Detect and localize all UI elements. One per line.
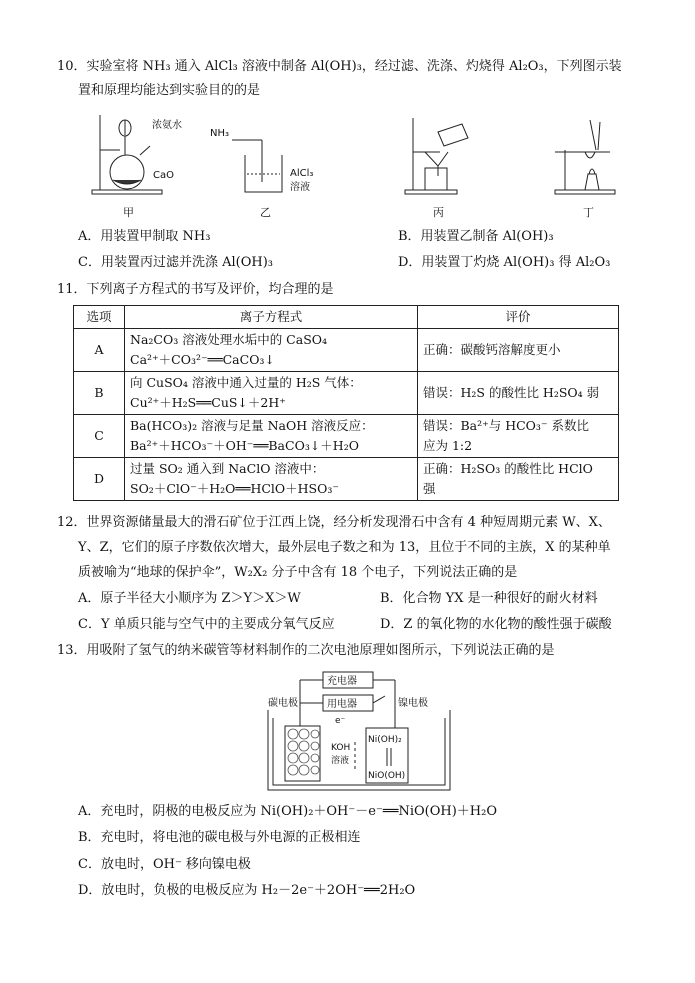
- header-option: 选项: [74, 306, 125, 329]
- label-nickel-electrode: 镍电极: [398, 698, 428, 709]
- q13-option-b: B．充电时，将电池的碳电极与外电源的正极相连: [78, 830, 361, 845]
- label-ni-oh2: Ni(OH)₂: [368, 735, 402, 745]
- table-header-row: [74, 306, 619, 329]
- label-appliance: 用电器: [327, 699, 357, 710]
- q10-option-c: C．用装置丙过滤并洗涤 Al(OH)₃: [78, 255, 273, 270]
- q13-option-d: D．放电时，负极的电极反应为 H₂－2e⁻＋2OH⁻══2H₂O: [78, 883, 416, 898]
- q12-option-c: C．Y 单质只能与空气中的主要成分氧气反应: [78, 617, 335, 632]
- header-equation: 离子方程式: [125, 306, 418, 329]
- table-row: [74, 415, 619, 458]
- row-b-eq2: Cu²⁺＋H₂S══CuS↓＋2H⁺: [130, 395, 286, 410]
- q13-battery-figure: [0, 668, 695, 798]
- q12-option-b: B．化合物 YX 是一种很好的耐火材料: [380, 591, 598, 606]
- label-nh3: NH₃: [210, 128, 230, 139]
- row-a-eq2: Ca²⁺＋CO₃²⁻══CaCO₃↓: [130, 352, 275, 367]
- q10-option-a: A．用装置甲制取 NH₃: [78, 229, 211, 244]
- q11-stem: 11．下列离子方程式的书写及评价，均合理的是: [57, 282, 334, 297]
- label-carbon-electrode: 碳电极: [268, 698, 298, 709]
- q11-table: [73, 305, 619, 501]
- table-row: [74, 329, 619, 372]
- row-d-ev2: 强: [423, 481, 436, 496]
- header-evaluation: 评价: [418, 306, 619, 329]
- q12-option-a: A．原子半径大小顺序为 Z＞Y＞X＞W: [78, 591, 301, 606]
- apparatus-yi: [232, 140, 282, 192]
- label-yi: 乙: [260, 206, 271, 219]
- label-electron: e⁻: [335, 716, 346, 726]
- q12-stem-line2: Y、Z，它们的原子序数依次增大，最外层电子数之和为 13，且位于不同的主族，X 的某种单: [78, 540, 611, 555]
- row-d-eq1: 过量 SO₂ 通入到 NaClO 溶液中：: [130, 461, 325, 476]
- q10-stem-line2: 置和原理均能达到实验目的的是: [78, 83, 261, 98]
- label-koh-solution: 溶液: [331, 756, 350, 766]
- table-row: [74, 458, 619, 501]
- q10-option-b: B．用装置乙制备 Al(OH)₃: [398, 229, 554, 244]
- row-a-eq1: Na₂CO₃ 溶液处理水垢中的 CaSO₄: [130, 332, 328, 347]
- row-c-ev1: 错误：Ba²⁺与 HCO₃⁻ 系数比: [423, 418, 590, 433]
- label-bing: 丙: [433, 206, 444, 219]
- label-jia: 甲: [123, 206, 134, 219]
- row-a-option: A: [74, 329, 125, 372]
- row-d-option: D: [74, 458, 125, 501]
- label-koh: KOH: [331, 743, 351, 753]
- row-b-eq1: 向 CuSO₄ 溶液中通入过量的 H₂S 气体：: [130, 375, 362, 390]
- apparatus-ding: [555, 120, 615, 194]
- label-ammonia: 浓氨水: [152, 120, 182, 131]
- row-b-option: B: [74, 372, 125, 415]
- q10-apparatus-figure: [0, 110, 695, 225]
- label-nio-oh: NiO(OH): [368, 771, 406, 781]
- row-c-eq1: Ba(HCO₃)₂ 溶液与足量 NaOH 溶液反应：: [130, 418, 374, 433]
- row-c-option: C: [74, 415, 125, 458]
- q12-stem-line3: 质被喻为“地球的保护伞”，W₂X₂ 分子中含有 18 个电子，下列说法正确的是: [78, 565, 518, 580]
- label-charger: 充电器: [327, 676, 357, 687]
- table-row: [74, 372, 619, 415]
- row-a-ev1: 正确：碳酸钙溶解度更小: [423, 342, 561, 357]
- row-b-ev1: 错误：H₂S 的酸性比 H₂SO₄ 弱: [423, 385, 600, 400]
- label-ding: 丁: [583, 206, 594, 219]
- q13-option-c: C．放电时，OH⁻ 移向镍电极: [78, 857, 251, 872]
- row-c-eq2: Ba²⁺＋HCO₃⁻＋OH⁻══BaCO₃↓＋H₂O: [130, 438, 359, 453]
- apparatus-bing: [405, 118, 468, 194]
- q13-stem: 13．用吸附了氢气的纳米碳管等材料制作的二次电池原理如图所示，下列说法正确的是: [57, 643, 555, 658]
- label-alcl3-1: AlCl₃: [290, 168, 314, 179]
- q12-stem-line1: 12．世界资源储量最大的滑石矿位于江西上饶，经分析发现滑石中含有 4 种短周期元素 W、X、: [57, 515, 611, 530]
- row-d-eq2: SO₂＋ClO⁻＋H₂O══HClO＋HSO₃⁻: [130, 481, 339, 496]
- row-c-ev2: 应为 1:2: [423, 438, 473, 453]
- q10-option-d: D．用装置丁灼烧 Al(OH)₃ 得 Al₂O₃: [398, 255, 611, 270]
- q10-stem-line1: 10．实验室将 NH₃ 通入 AlCl₃ 溶液中制备 Al(OH)₃，经过滤、洗涤、灼烧得 Al₂O₃，下列图示装: [57, 59, 622, 74]
- q13-option-a: A．充电时，阴极的电极反应为 Ni(OH)₂＋OH⁻－e⁻══NiO(OH)＋H₂O: [78, 804, 498, 819]
- label-cao: CaO: [153, 170, 174, 181]
- label-alcl3-2: 溶液: [290, 182, 310, 193]
- q12-option-d: D．Z 的氧化物的水化物的酸性强于碳酸: [380, 617, 612, 632]
- row-d-ev1: 正确：H₂SO₃ 的酸性比 HClO: [423, 461, 593, 476]
